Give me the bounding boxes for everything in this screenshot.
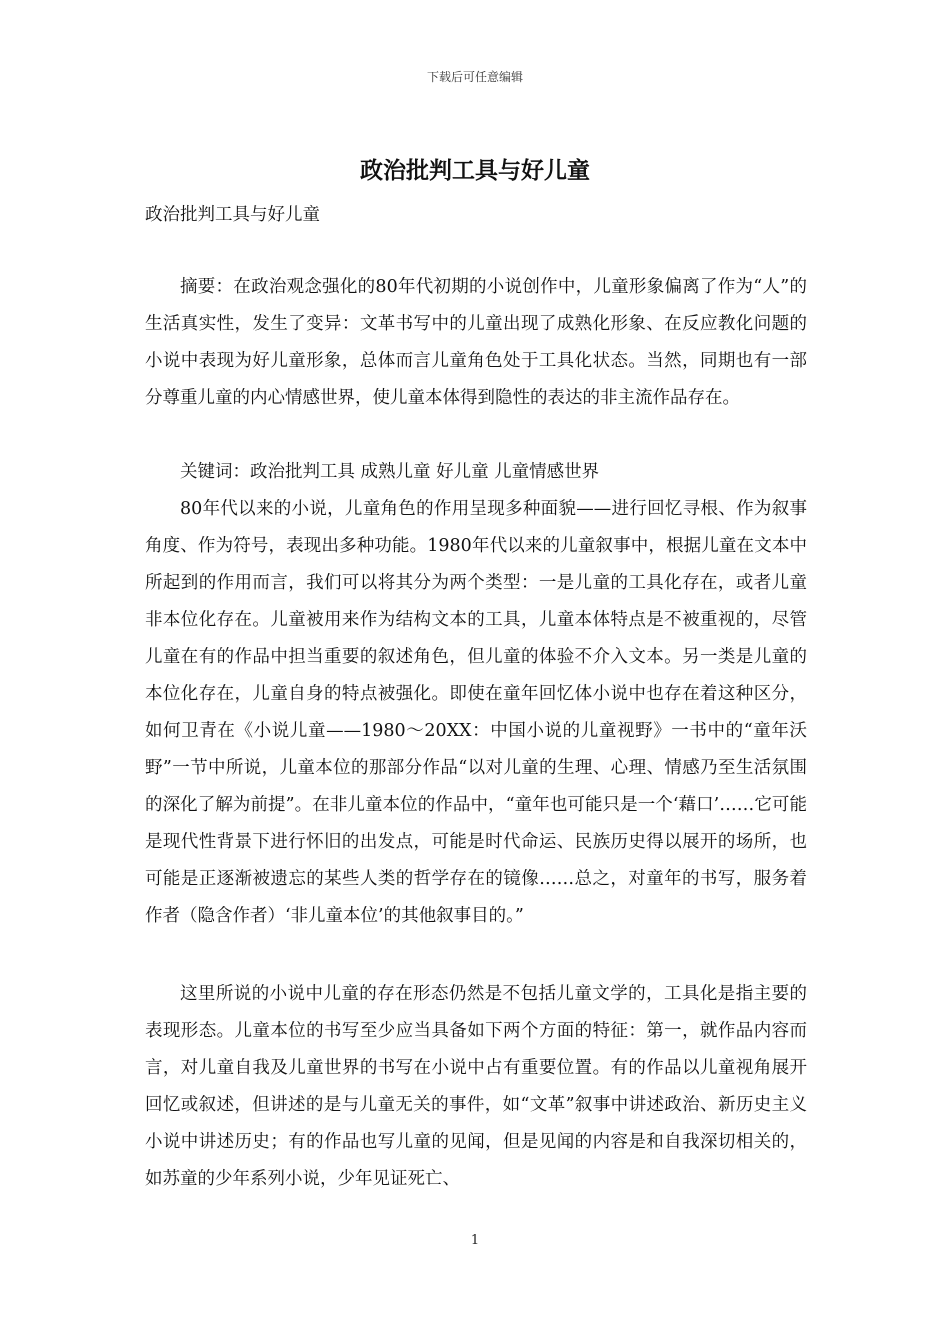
header-note: 下载后可任意编辑 [426,70,523,84]
body-paragraph-2: 这里所说的小说中儿童的存在形态仍然是不包括儿童文学的，工具化是指主要的表现形态。儿童本位的书写至少应当具备如下两个方面的特征：第一，就作品内容而言，对儿童自我及儿童世界的书写在小说中占有重要位置。有的作品以儿童视角展开回忆或叙述，但讲述的是与儿童无关的事件，如“文革”叙事中讲述政治、新历史主义小说中讲述历史；有的作品也写儿童的见闻，但是见闻的内容是和自我深切相关的，如苏童的少年系列小说，少年见证死亡、 [145,984,807,1189]
document-subtitle: 政治批判工具与好儿童 [145,205,320,225]
body-paragraph-1: 80年代以来的小说，儿童角色的作用呈现多种面貌——进行回忆寻根、作为叙事角度、作为符号，表现出多种功能。1980年代以来的儿童叙事中，根据儿童在文本中所起到的作用而言，我们可以将其分为两个类型：一是儿童的工具化存在，或者儿童非本位化存在。儿童被用来作为结构文本的工具，儿童本体特点是不被重视的，尽管儿童在有的作品中担当重要的叙述角色，但儿童的体验不介入文本。另一类是儿童的本位化存在，儿童自身的特点被强化。即使在童年回忆体小说中也存在着这种区分，如何卫青在《小说儿童——1980～20XX：中国小说的儿童视野》一书中的“童年沃野”一节中所说，儿童本位的那部分作品“以对儿童的生理、心理、情感乃至生活氛围的深化了解为前提”。在非儿童本位的作品中，“童年也可能只是一个‘藉口’……它可能是现代性背景下进行怀旧的出发点，可能是时代命运、民族历史得以展开的场所，也可能是正逐渐被遗忘的某些人类的哲学存在的镜像……总之，对童年的书写，服务着作者（隐含作者）‘非儿童本位’的其他叙事目的。” [145,499,807,926]
abstract-paragraph: 摘要：在政治观念强化的80年代初期的小说创作中，儿童形象偏离了作为“人”的生活真实性，发生了变异：文革书写中的儿童出现了成熟化形象、在反应教化问题的小说中表现为好儿童形象，总体而言儿童角色处于工具化状态。当然，同期也有一部分尊重儿童的内心情感世界，使儿童本体得到隐性的表达的非主流作品存在。 [145,277,807,408]
document-title: 政治批判工具与好儿童 [360,158,590,184]
keywords-line: 关键词：政治批判工具 成熟儿童 好儿童 儿童情感世界 [180,462,600,482]
page-number: 1 [470,1233,480,1248]
